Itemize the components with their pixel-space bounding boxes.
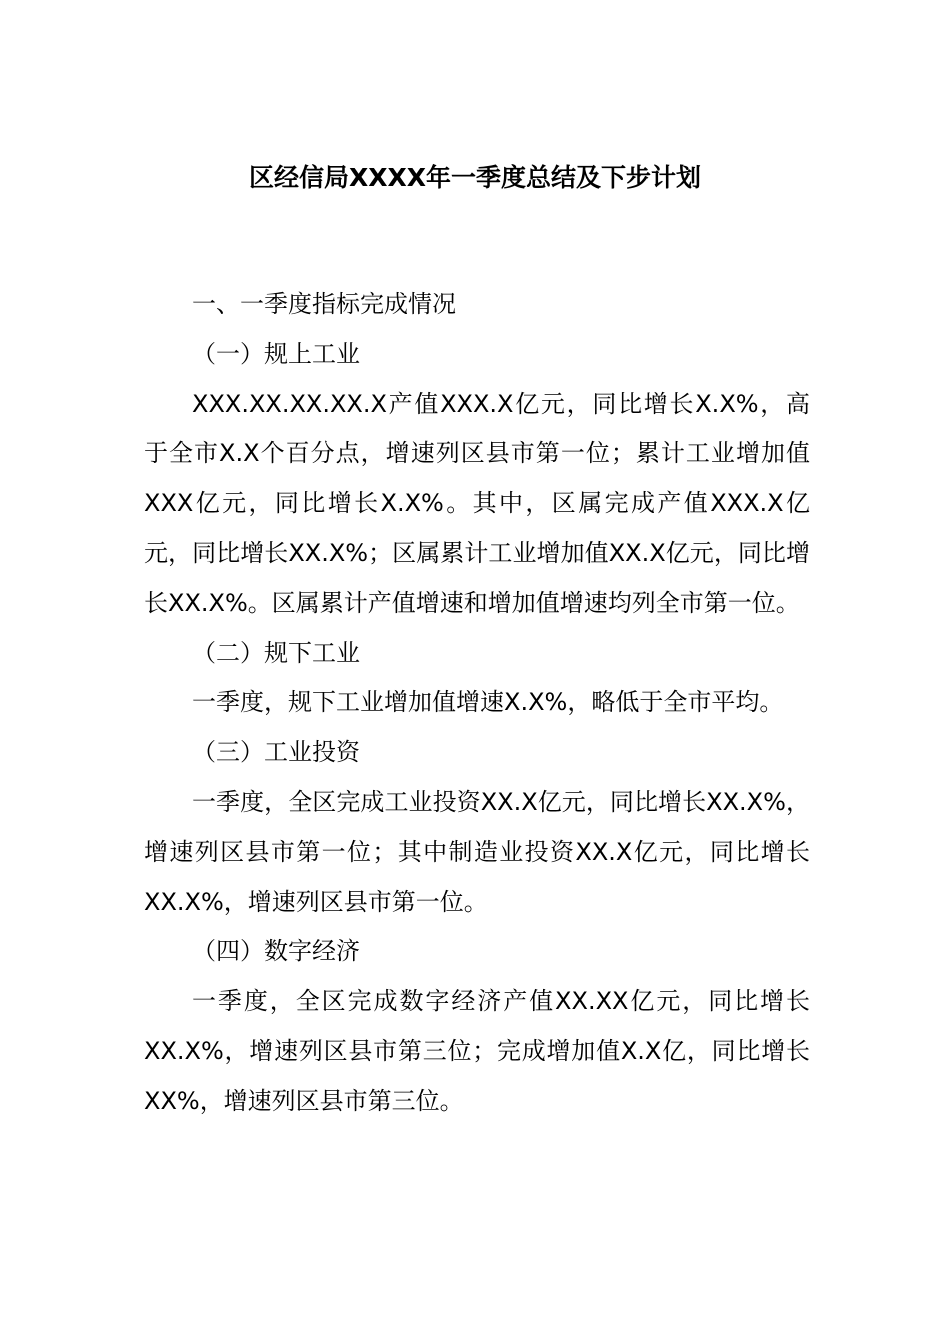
- subsection-heading-industrial-investment: （三）工业投资: [192, 738, 360, 767]
- paragraph-industrial-investment: 一季度，全区完成工业投资XX.X亿元，同比增长XX.X%，增速列区县市第一位；其中制造业投资XX.X亿元，同比增长XX.X%，增速列区县市第一位。: [144, 787, 810, 916]
- subsection-heading-below-scale-industry: （二）规下工业: [192, 638, 360, 667]
- paragraph-below-scale-industry: 一季度，规下工业增加值增速X.X%，略低于全市平均。: [192, 688, 784, 717]
- section-heading-indicators: 一、一季度指标完成情况: [192, 290, 456, 318]
- subsection-heading-above-scale-industry: （一）规上工业: [192, 339, 360, 368]
- document-title: 区经信局XXXX年一季度总结及下步计划: [248, 163, 702, 192]
- subsection-heading-digital-economy: （四）数字经济: [192, 937, 360, 966]
- paragraph-above-scale-industry: XXX.XX.XX.XX.X产值XXX.X亿元，同比增长X.X%，高于全市X.X个百分点，增速列区县市第一位；累计工业增加值XXX亿元，同比增长X.X%。其中，区属完成产值XXX.X亿元，同比增长XX.X%；区属累计工业增加值XX.X亿元，同比增长XX.X%。区属累计产值增速和增加值增速均列全市第一位。: [144, 389, 810, 617]
- document-body: [144, 280, 810, 1127]
- paragraph-digital-economy: 一季度，全区完成数字经济产值XX.XX亿元，同比增长XX.X%，增速列区县市第三位；完成增加值X.X亿，同比增长XX%，增速列区县市第三位。: [144, 987, 810, 1115]
